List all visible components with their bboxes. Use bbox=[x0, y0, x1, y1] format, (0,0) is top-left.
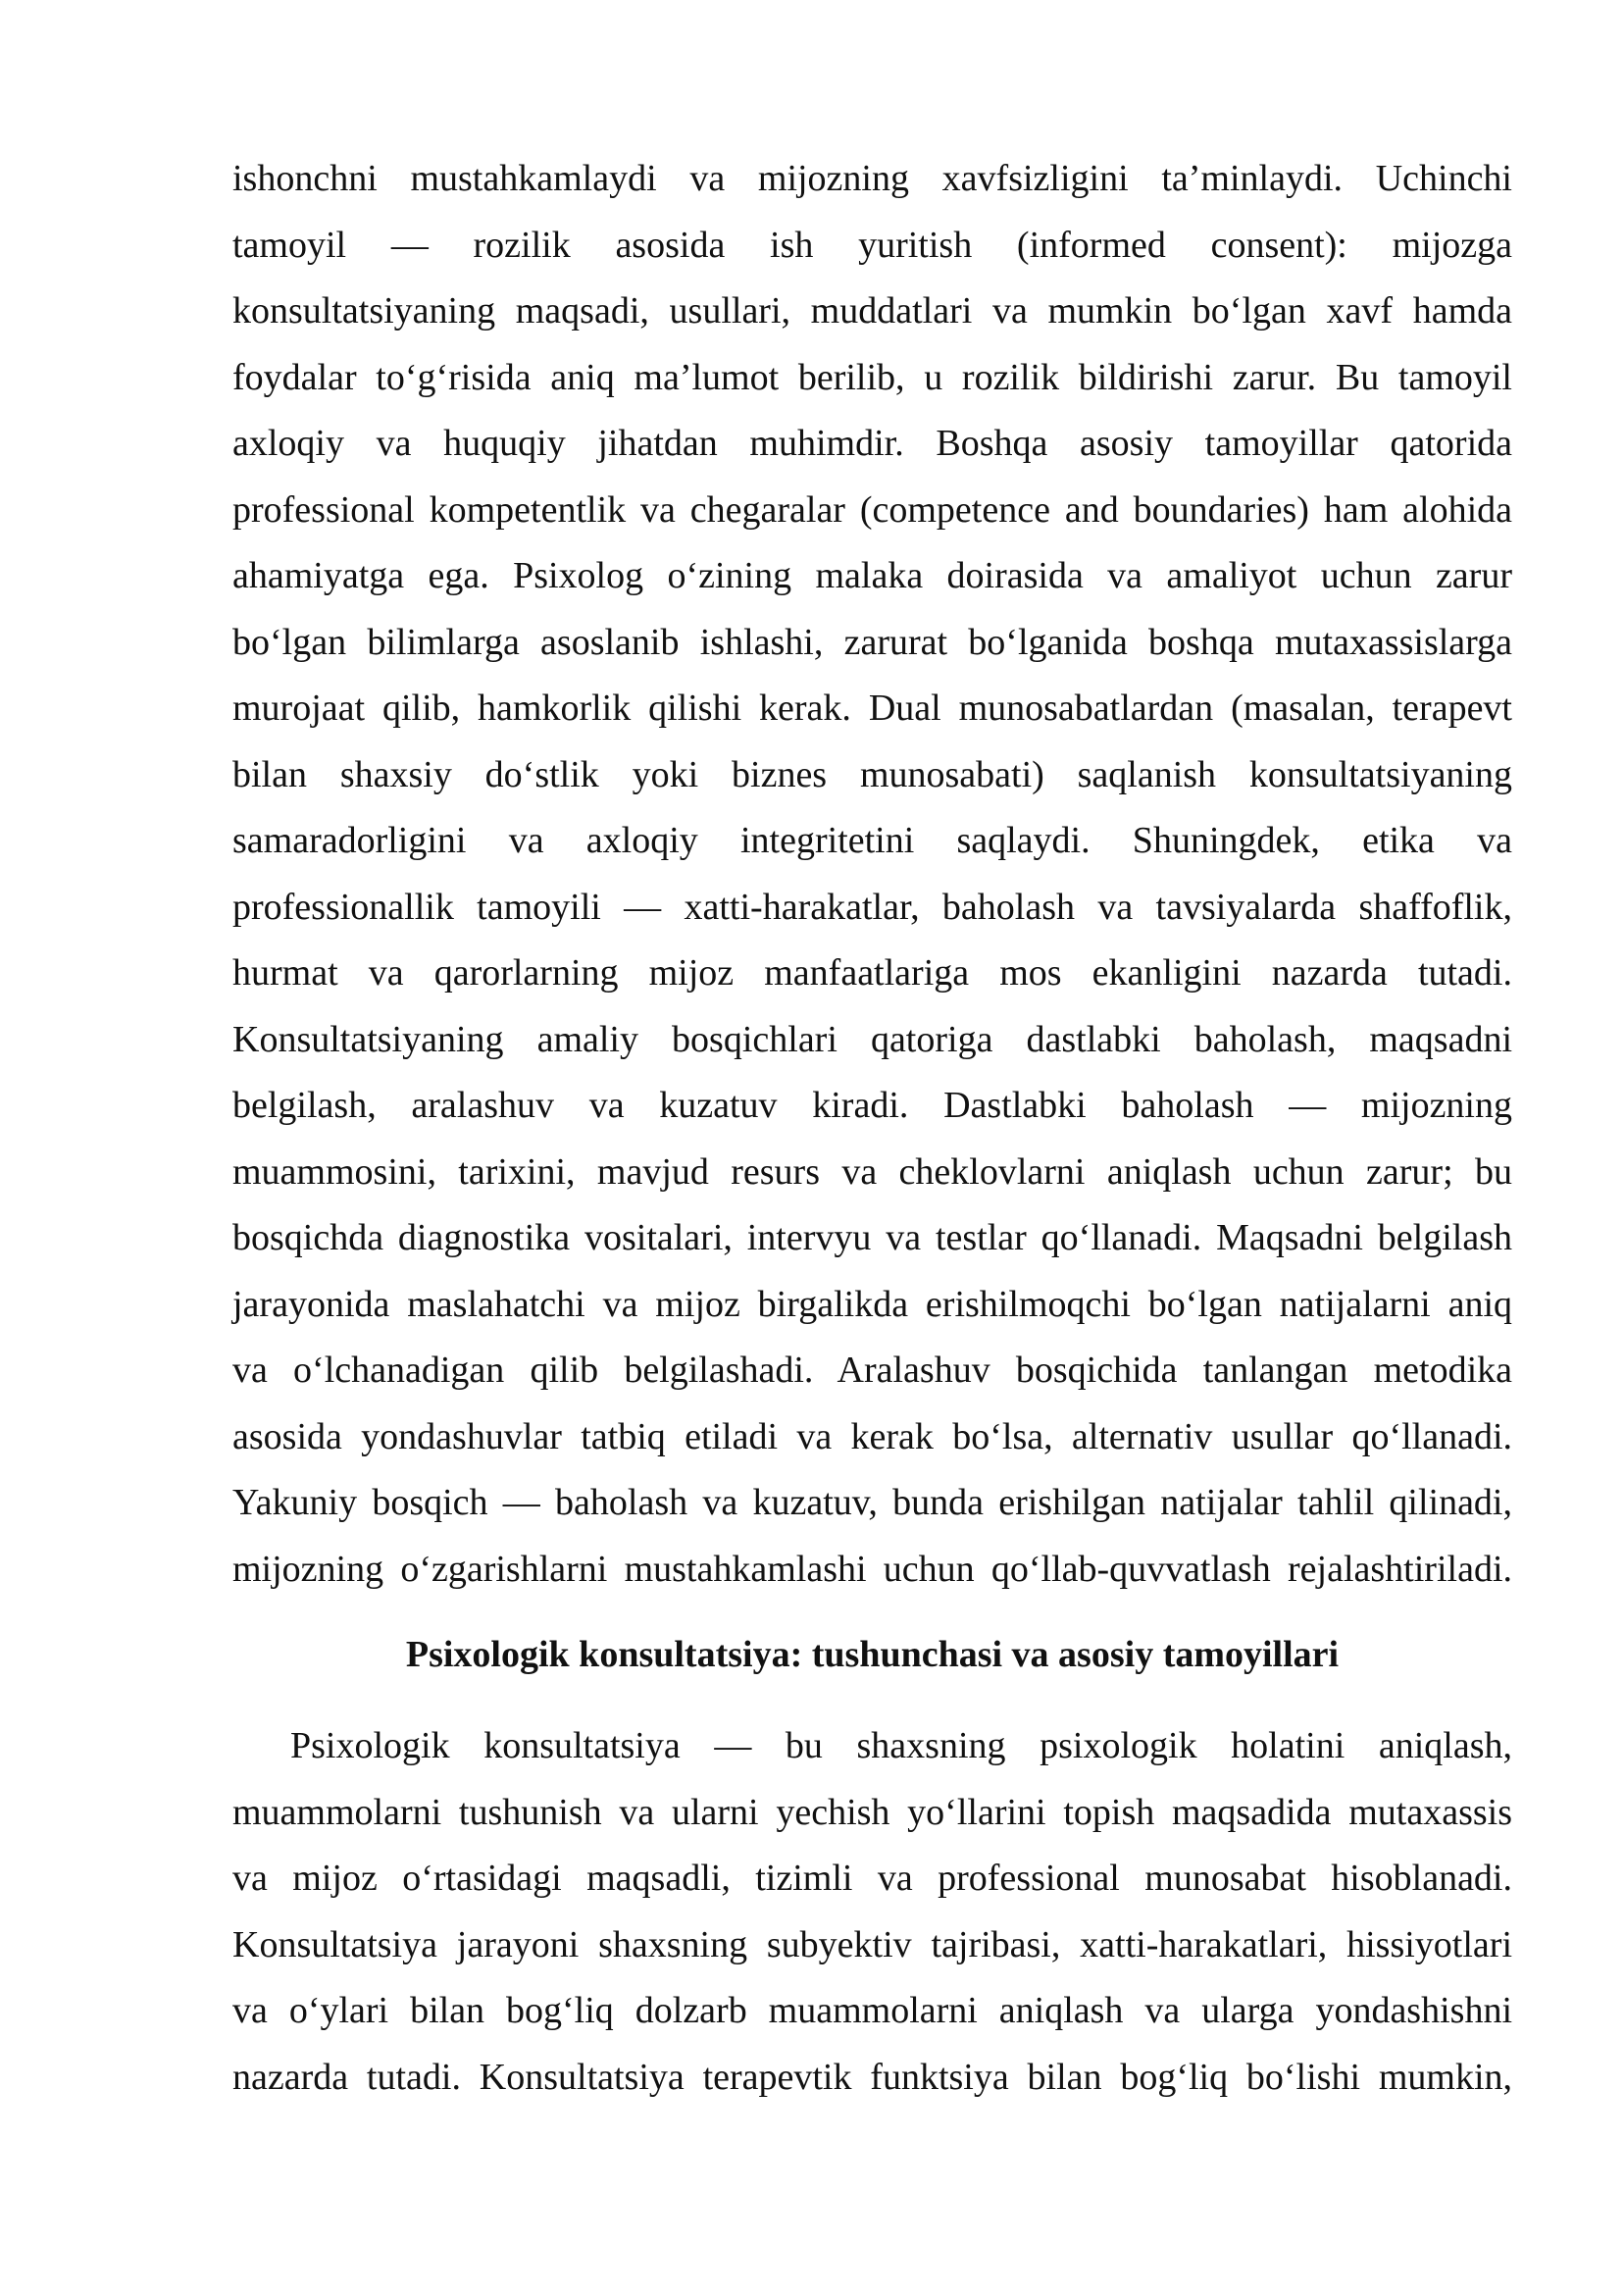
paragraph-line: professional kompetentlik va chegaralar (competence and boundaries) ham alohida bbox=[232, 488, 1512, 531]
body-paragraph bbox=[232, 1713, 1512, 2111]
paragraph-line: axloqiy va huquqiy jihatdan muhimdir. Boshqa asosiy tamoyillar qatorida bbox=[232, 423, 1512, 464]
paragraph-line: va o‘lchanadigan qilib belgilashadi. Aralashuv bosqichida tanlangan metodika bbox=[232, 1350, 1512, 1391]
paragraph-line: samaradorligini va axloqiy integritetini saqlaydi. Shuningdek, etika va bbox=[232, 820, 1512, 861]
paragraph-line: tamoyil — rozilik asosida ish yuritish (informed consent): mijozga bbox=[232, 224, 1512, 266]
paragraph-line: Yakuniy bosqich — baholash va kuzatuv, bunda erishilgan natijalar tahlil qilinadi, bbox=[232, 1482, 1512, 1523]
paragraph-line: bo‘lgan bilimlarga asoslanib ishlashi, zarurat bo‘lganida boshqa mutaxassislarga bbox=[232, 621, 1512, 663]
paragraph-line: belgilash, aralashuv va kuzatuv kiradi. Dastlabki baholash — mijozning bbox=[232, 1085, 1512, 1126]
section-heading-block bbox=[232, 1622, 1512, 1689]
paragraph-line: nazarda tutadi. Konsultatsiya terapevtik funktsiya bilan bog‘liq bo‘lishi mumkin, bbox=[232, 2056, 1512, 2098]
paragraph-line: foydalar to‘g‘risida aniq ma’lumot berilib, u rozilik bildirishi zarur. Bu tamoyil bbox=[232, 356, 1512, 398]
paragraph-line: ishonchni mustahkamlaydi va mijozning xavfsizligini ta’minlaydi. Uchinchi bbox=[232, 158, 1512, 199]
paragraph-line: Konsultatsiyaning amaliy bosqichlari qatoriga dastlabki baholash, maqsadni bbox=[232, 1018, 1512, 1060]
paragraph-line: muammolarni tushunish va ularni yechish yo‘llarini topish maqsadida mutaxassis bbox=[232, 1791, 1512, 1833]
paragraph-line: va o‘ylari bilan bog‘liq dolzarb muammolarni aniqlash va ularga yondashishni bbox=[232, 1990, 1512, 2031]
section-heading: Psixologik konsultatsiya: tushunchasi va asosiy tamoyillari bbox=[405, 1634, 1340, 1675]
paragraph-line: va mijoz o‘rtasidagi maqsadli, tizimli va professional munosabat hisoblanadi. bbox=[232, 1858, 1512, 1899]
paragraph-line: bosqichda diagnostika vositalari, intervyu va testlar qo‘llanadi. Maqsadni belgilash bbox=[232, 1217, 1512, 1258]
paragraph-line: mijozning o‘zgarishlarni mustahkamlashi uchun qo‘llab-quvvatlash rejalashtiriladi. bbox=[232, 1548, 1512, 1590]
body-paragraph bbox=[232, 146, 1512, 1603]
paragraph-line: ahamiyatga ega. Psixolog o‘zining malaka doirasida va amaliyot uchun zarur bbox=[232, 555, 1512, 596]
paragraph-line: murojaat qilib, hamkorlik qilishi kerak. Dual munosabatlardan (masalan, terapevt bbox=[232, 688, 1512, 729]
paragraph-line: muammosini, tarixini, mavjud resurs va cheklovlarni aniqlash uchun zarur; bu bbox=[232, 1150, 1512, 1193]
paragraph-line: Konsultatsiya jarayoni shaxsning subyektiv tajribasi, xatti-harakatlari, hissiyotlari bbox=[232, 1923, 1512, 1965]
paragraph-line: professionallik tamoyili — xatti-harakatlar, baholash va tavsiyalarda shaffoflik, bbox=[232, 886, 1512, 928]
paragraph-line: Psixologik konsultatsiya — bu shaxsning psixologik holatini aniqlash, bbox=[290, 1725, 1512, 1766]
paragraph-line: konsultatsiyaning maqsadi, usullari, muddatlari va mumkin bo‘lgan xavf hamda bbox=[232, 290, 1512, 331]
paragraph-line: jarayonida maslahatchi va mijoz birgalikda erishilmoqchi bo‘lgan natijalarni aniq bbox=[232, 1283, 1512, 1325]
paragraph-line: hurmat va qarorlarning mijoz manfaatlariga mos ekanligini nazarda tutadi. bbox=[232, 952, 1512, 994]
paragraph-line: bilan shaxsiy do‘stlik yoki biznes munosabati) saqlanish konsultatsiyaning bbox=[232, 753, 1512, 795]
paragraph-line: asosida yondashuvlar tatbiq etiladi va kerak bo‘lsa, alternativ usullar qo‘llanadi. bbox=[232, 1415, 1512, 1457]
